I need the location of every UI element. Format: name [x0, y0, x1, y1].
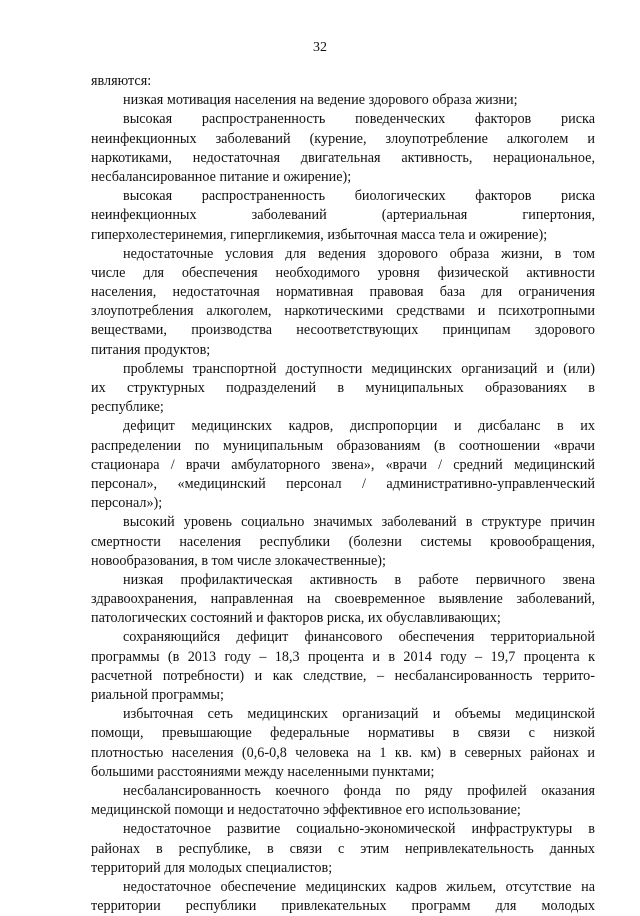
text-line: высокая распространенность поведенческих факторов риска: [123, 111, 595, 128]
text-line: наркотиками, недостаточная двигательная активность, нерациональное,: [91, 149, 595, 166]
text-line: проблемы транспортной доступности медицинских организаций и (или): [123, 360, 595, 377]
text-line: персонал», «медицинский персонал / административно-управленческий: [91, 475, 595, 492]
text-line: высокий уровень социально значимых заболеваний в структуре причин: [123, 514, 595, 531]
text-line: недостаточные условия для ведения здорового образа жизни, в том: [123, 245, 595, 262]
text-line: веществами, производства несоответствующих принципам здорового: [91, 322, 595, 339]
text-line: распределении по муниципальным образованиям (в соотношении «врачи: [91, 437, 595, 454]
text-line: территории республики привлекательных программ для молодых: [91, 898, 595, 915]
text-line: числе для обеспечения необходимого уровня физической активности: [91, 264, 595, 281]
text-line: большими расстояниями между населенными пунктами;: [91, 763, 435, 780]
text-line: смертности населения республики (болезни системы кровообращения,: [91, 533, 595, 550]
text-line: риальной программы;: [91, 687, 224, 703]
text-line: плотностью населения (0,6-0,8 человека на 1 кв. км) в северных районах и: [91, 744, 595, 761]
text-line: питания продуктов;: [91, 341, 211, 358]
text-line: несбалансированное питание и ожирение);: [91, 168, 352, 185]
text-line: населения, недостаточная нормативная правовая база для ограничения: [91, 284, 595, 301]
text-line: расчетной потребности) и как следствие, – несбалансированность террито-: [91, 667, 595, 684]
text-line: медицинской помощи и недостаточно эффективное его использование;: [91, 802, 521, 819]
page-number: 32: [313, 40, 327, 55]
text-line: неинфекционных заболеваний (артериальная гипертония,: [91, 207, 595, 224]
text-line: республике;: [91, 399, 164, 416]
text-line: новообразования, в том числе злокачественные);: [91, 552, 386, 569]
text-line: помощи, превышающие федеральные нормативы в связи с низкой: [91, 725, 595, 742]
document-body: [91, 72, 595, 916]
text-line: злоупотребления алкоголем, наркотическими средствами и психотропными: [91, 303, 595, 320]
text-line: патологических состояний и факторов риска, их обуславливающих;: [91, 610, 501, 627]
text-line: неинфекционных заболеваний (курение, злоупотребление алкоголем и: [91, 130, 595, 147]
text-line: персонал»);: [91, 495, 163, 512]
text-line: недостаточное обеспечение медицинских кадров жильем, отсутствие на: [123, 878, 595, 895]
text-line: стационара / врачи амбулаторного звена», «врачи / средний медицинский: [91, 456, 595, 473]
text-line: высокая распространенность биологических факторов риска: [123, 188, 595, 205]
text-line: здравоохранения, направленная на своевременное выявление заболеваний,: [91, 591, 595, 608]
text-line: низкая мотивация населения на ведение здорового образа жизни;: [123, 92, 518, 109]
text-line: избыточная сеть медицинских организаций и объемы медицинской: [123, 706, 595, 723]
text-line: недостаточное развитие социально-экономической инфраструктуры в: [123, 821, 595, 838]
text-line: территорий для молодых специалистов;: [91, 859, 333, 876]
text-line: районах в республике, в связи с этим непривлекательность данных: [91, 840, 595, 857]
text-line: несбалансированность коечного фонда по ряду профилей оказания: [123, 782, 595, 799]
text-line: их структурных подразделений в муниципальных образованиях в: [91, 380, 595, 396]
text-line: гиперхолестеринемия, гипергликемия, избыточная масса тела и ожирение);: [91, 226, 548, 243]
text-line: сохраняющийся дефицит финансового обеспечения территориальной: [123, 629, 595, 646]
text-line: дефицит медицинских кадров, диспропорции и дисбаланс в их: [123, 418, 595, 435]
text-line: низкая профилактическая активность в работе первичного звена: [123, 571, 595, 588]
text-line: являются:: [91, 73, 152, 89]
text-line: программы (в 2013 году – 18,3 процента и в 2014 году – 19,7 процента к: [91, 648, 595, 665]
